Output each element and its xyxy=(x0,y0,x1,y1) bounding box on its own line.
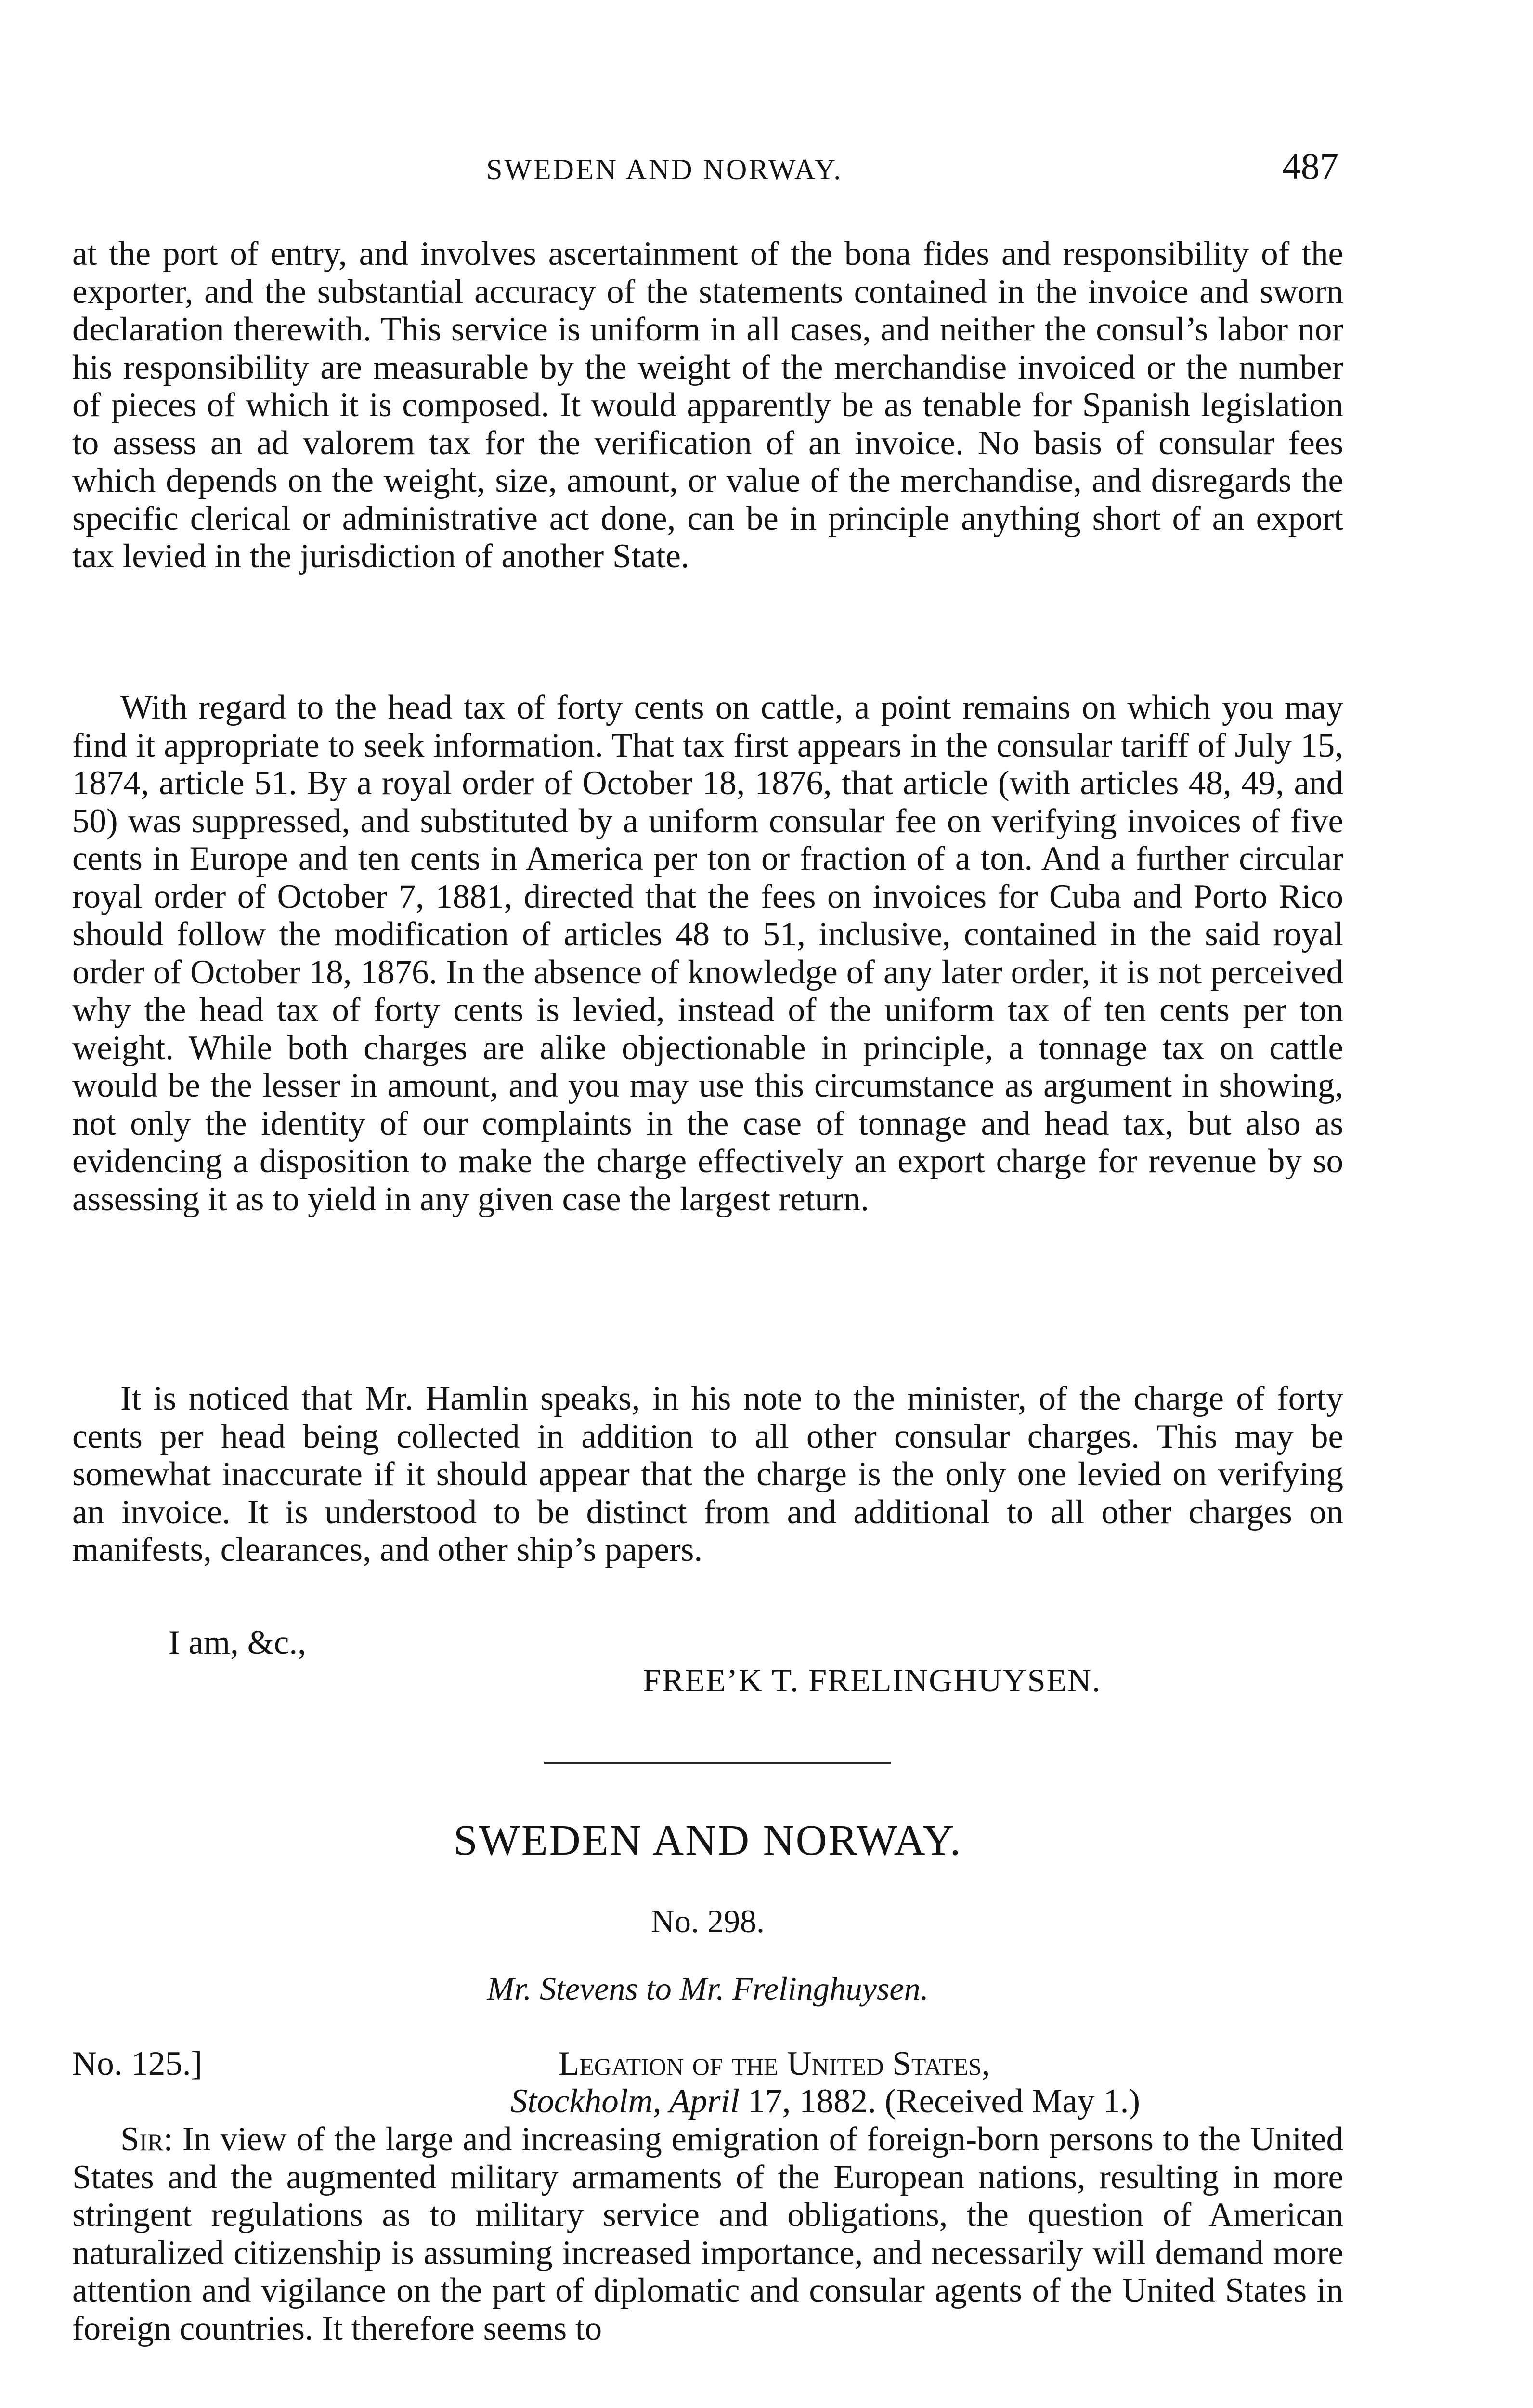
despatch-number: No. 125.] xyxy=(72,2045,203,2082)
received-text: (Received May 1.) xyxy=(884,2082,1140,2120)
letter-body: In view of the large and increasing emigration of foreign-born persons to the United States and the augmented military armaments of the European nations, resulting in more stringent regulations as to military service and obligations, the question of American naturalized citizenship is assuming increased importance, and necessarily will demand more attention and vigilance on the part of diplomatic and consular agents of the United States in foreign countries. It therefore seems to xyxy=(72,2120,1343,2347)
legation-line: Legation of the United States, xyxy=(559,2045,990,2082)
salutation: Sir: xyxy=(120,2120,173,2158)
paragraph-head-tax: With regard to the head tax of forty cents on cattle, a point remains on which you may find it appropriate to seek information. That tax first appears in the consular tariff of July 15, 1874, article 51. By a royal order of October 18, 1876, that article (with articles 48, 49, and 50) was suppressed, and substituted by a uniform consular fee on verifying invoices of five cents in Europe and ten cents in America per ton or fraction of a ton. And a further circular royal order of October 7, 1881, directed that the fees on invoices for Cuba and Porto Rico should follow the modification of articles 48 to 51, inclusive, contained in the said royal order of October 18, 1876. In the absence of knowledge of any later order, it is not perceived why the head tax of forty cents is levied, instead of the uniform tax of ten cents per ton weight. While both charges are alike objectionable in principle, a tonnage tax on cattle would be the lesser in amount, and you may use this circumstance as argument in showing, not only the identity of our complaints in the case of tonnage and head tax, but also as evidencing a disposition to make the charge effectively an export charge for revenue by so assessing it as to yield in any given case the largest return. xyxy=(72,689,1343,1218)
section-divider xyxy=(544,1762,891,1764)
page-number: 487 xyxy=(1282,145,1338,187)
date-text: 17, 1882. xyxy=(739,2082,876,2120)
document-number: No. 298. xyxy=(650,1903,765,1939)
signature: FREE’K T. FRELINGHUYSEN. xyxy=(643,1662,1102,1699)
document-page xyxy=(72,0,1343,2408)
paragraph-hamlin-note: It is noticed that Mr. Hamlin speaks, in his note to the minister, of the charge of forty cents per head being collected in addition to all other consular charges. This may be somewhat inaccurate if it should appear that the charge is the only one levied on verifying an invoice. It is understood to be distinct from and additional to all other charges on manifests, clearances, and other ship’s papers. xyxy=(72,1380,1343,1569)
place-text: Stockholm, April xyxy=(510,2082,740,2120)
paragraph-consular-fees: at the port of entry, and involves ascertainment of the bona fides and responsibility of the exporter, and the substantial accuracy of the statements contained in the invoice and sworn declaration therewith. This service is uniform in all cases, and neither the consul’s labor nor his responsibility are measurable by the weight of the merchandise invoiced or the number of pieces of which it is composed. It would apparently be as tenable for Spanish legislation to assess an ad valorem tax for the verification of an invoice. No basis of consular fees which depends on the weight, size, amount, or value of the merchandise, and disregards the specific clerical or administrative act done, can be in principle anything short of an export tax levied in the jurisdiction of another State. xyxy=(72,235,1343,575)
place-date-line xyxy=(510,2082,1140,2121)
letter-body-paragraph xyxy=(72,2120,1343,2347)
closing: I am, &c., xyxy=(169,1624,306,1662)
running-head-title: SWEDEN AND NORWAY. xyxy=(486,154,843,185)
section-title: SWEDEN AND NORWAY. xyxy=(453,1817,962,1864)
running-head xyxy=(72,144,1343,197)
document-heading: Mr. Stevens to Mr. Frelinghuysen. xyxy=(487,1970,929,2007)
